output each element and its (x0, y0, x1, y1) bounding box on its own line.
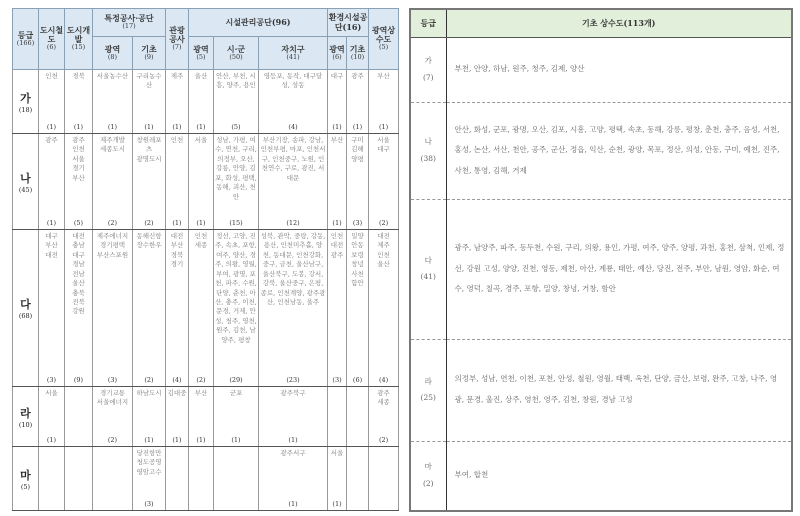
cell-count: (12) (286, 219, 300, 227)
header-water: 광역상수도 (5) (369, 9, 399, 70)
table-cell (93, 70, 133, 134)
cell-entities: 광주 (351, 72, 364, 80)
grade-label: 다 (20, 298, 31, 311)
header-special-basic: 기초 (9) (133, 37, 166, 70)
cell-count: (1) (46, 436, 57, 444)
header-grade: 등급 (410, 9, 446, 37)
table-cell (347, 134, 369, 230)
table-row (410, 441, 792, 511)
cell-count: (4) (378, 376, 389, 384)
table-row (13, 70, 399, 134)
cell-entities: 구리농수산 (136, 72, 162, 90)
table-cell (259, 70, 328, 134)
table-cell (166, 447, 189, 511)
cell-count: (9) (73, 376, 84, 384)
table-cell (214, 447, 259, 511)
table-cell (259, 447, 328, 511)
header-urban-dev: 도시개발 (15) (65, 9, 93, 70)
cell-count: (5) (73, 219, 84, 227)
table-cell (259, 134, 328, 230)
table-cell (133, 230, 166, 387)
grade-count: (5) (20, 482, 31, 491)
table-cell (347, 387, 369, 447)
table-cell (259, 387, 328, 447)
cell-count: (4) (172, 376, 182, 384)
table-cell (259, 230, 328, 387)
table-cell (369, 70, 399, 134)
table-cell (214, 230, 259, 387)
cell-count: (5) (231, 123, 241, 131)
table-cell (133, 134, 166, 230)
table-cell (133, 387, 166, 447)
table-cell (189, 447, 214, 511)
cell-entities: 부산 (194, 389, 208, 397)
table-cell (347, 70, 369, 134)
grade-label: 가 (424, 56, 432, 65)
cell-entities: 대전 충남 대구 경남 전남 울산 충북 전북 강원 (72, 232, 85, 316)
cell-entities: 인천 (45, 72, 58, 80)
cell-count: (1) (288, 500, 298, 508)
cell-count: (1) (46, 123, 57, 131)
table-cell (166, 70, 189, 134)
cell-count: (23) (286, 376, 300, 384)
grade-cell (13, 70, 39, 134)
table-cell (39, 387, 65, 447)
grade-label: 가 (20, 91, 31, 105)
grade-label: 나 (20, 171, 31, 185)
table-cell (369, 447, 399, 511)
cell-count: (1) (46, 219, 57, 227)
header-special-metro: 광역 (8) (93, 37, 133, 70)
cell-entities: 인천 (170, 136, 184, 144)
cell-entities: 부산기장, 송파, 강남, 인천부평, 마포, 인천서구, 인천중구, 노원, 인천연수, 구로, 광진, 서대문 (260, 136, 326, 182)
cell-count: (6) (352, 376, 363, 384)
grade-count: (2) (422, 478, 434, 488)
water-supply-list: 안산, 화성, 군포, 광명, 오산, 김포, 시흥, 고양, 평택, 속초, 동해, 강릉, 평창, 춘천, 충주, 음성, 서천, 홍성, 논산, 서산, 천안, 공주, 군산, 정읍, 익산, 순천, 광양, 목포, 정산, 의성, 안동, 구미, 예천, 진주, 사천, 통영, 김해, 거제 (446, 102, 792, 199)
grade-count: (38) (420, 153, 436, 163)
cell-count: (1) (352, 123, 363, 131)
cell-entities: 영등포, 동작, 대구달성, 성동 (263, 72, 323, 90)
table-cell (347, 230, 369, 387)
table-cell (39, 70, 65, 134)
table-row (410, 102, 792, 199)
cell-count: (1) (172, 219, 182, 227)
cell-count: (15) (229, 219, 243, 227)
cell-count: (1) (144, 436, 154, 444)
cell-count: (2) (378, 219, 389, 227)
basic-water-supply-table (409, 8, 793, 512)
cell-count: (1) (231, 436, 241, 444)
table-cell (65, 70, 93, 134)
cell-entities: 제주에너지 경기평택 부산스포원 (96, 232, 129, 259)
cell-entities: 성북, 관악, 중랑, 강동, 용산, 인천미추홀, 양천, 동대문, 인천강화, 중구, 금천, 울산남구, 울산북구, 도봉, 강서, 강북, 울산중구, 은평, 종로, 인천계양, 광주광산, 인천남동, 울주 (260, 232, 326, 306)
cell-count: (1) (196, 219, 206, 227)
header-facility-metro: 광역 (5) (189, 37, 214, 70)
table-cell (189, 387, 214, 447)
grade-count: (18) (18, 105, 33, 114)
cell-entities: 경기교통 서울에너지 (96, 389, 129, 407)
table-row (410, 339, 792, 441)
cell-entities: 광주북구 (280, 389, 306, 397)
table-cell (65, 387, 93, 447)
grade-count: (7) (422, 72, 434, 82)
grade-label: 마 (424, 462, 432, 472)
cell-entities: 성남, 가평, 여수, 연천, 구리, 의정부, 오산, 강릉, 안양, 김포, 화성, 평택, 동해, 괴산, 천안 (215, 136, 257, 201)
grade-label: 라 (20, 406, 31, 420)
header-env: 환경시설공단(16) (328, 9, 369, 37)
table-row (13, 230, 399, 387)
grade-label: 다 (424, 255, 432, 265)
header-env-basic: 기초 (10) (347, 37, 369, 70)
table-row (13, 447, 399, 511)
table-cell (65, 447, 93, 511)
cell-count: (3) (332, 376, 342, 384)
cell-entities: 인천 대전 광주 (330, 232, 344, 259)
cell-count: (1) (196, 123, 206, 131)
water-supply-list: 의정부, 성남, 연천, 이천, 포천, 안성, 철원, 영월, 태백, 옥천, 단양, 금산, 보령, 완주, 고창, 나주, 영광, 문경, 울진, 상주, 영천, 영주, 김천, 창원, 경남 고성 (446, 339, 792, 441)
table-cell (214, 134, 259, 230)
cell-count: (1) (332, 123, 342, 131)
grade-cell (410, 37, 446, 102)
cell-entities: 대전 제주 인천 울산 (377, 232, 390, 269)
cell-count: (1) (332, 500, 342, 508)
cell-entities: 광주 세종 (377, 389, 390, 407)
table-cell (328, 387, 347, 447)
header-tourism: 관광공사 (7) (166, 9, 189, 70)
cell-count: (1) (144, 123, 154, 131)
table-cell (65, 230, 93, 387)
cell-entities: 광주 (45, 136, 58, 144)
table-cell (369, 134, 399, 230)
grade-label: 마 (20, 468, 31, 482)
cell-count: (2) (144, 219, 154, 227)
cell-entities: 구미 김해 양평 (351, 136, 364, 163)
cell-entities: 서울 대구 (377, 136, 390, 154)
grade-cell (13, 134, 39, 230)
cell-entities: 경북 (72, 72, 85, 80)
cell-entities: 인천 세종 (194, 232, 208, 250)
header-title: 기초 상수도(113개) (446, 9, 792, 37)
grade-cell (410, 339, 446, 441)
grade-by-type-table (12, 8, 399, 511)
cell-count: (2) (107, 436, 118, 444)
table-cell (166, 230, 189, 387)
table-cell (328, 230, 347, 387)
grade-cell (410, 199, 446, 339)
cell-entities: 군포 (229, 389, 243, 397)
cell-count: (3) (352, 219, 363, 227)
header-facility: 시설관리공단(96) (189, 9, 328, 37)
table-row (13, 387, 399, 447)
cell-count: (3) (46, 376, 57, 384)
table-cell (189, 70, 214, 134)
table-cell (65, 134, 93, 230)
cell-entities: 부산 (377, 72, 390, 80)
table-cell (328, 70, 347, 134)
table-cell (166, 387, 189, 447)
grade-count: (25) (420, 393, 436, 402)
cell-count: (1) (196, 436, 206, 444)
table-row (410, 37, 792, 102)
cell-entities: 대구 부산 대전 (45, 232, 58, 259)
cell-entities: 동해신항 장수한우 (136, 232, 162, 250)
grade-count: (68) (18, 312, 33, 320)
table-cell (214, 387, 259, 447)
cell-entities: 하남도시 (136, 389, 162, 397)
table-cell (93, 230, 133, 387)
cell-count: (2) (196, 376, 206, 384)
grade-cell (13, 447, 39, 511)
cell-entities: 서울 (194, 136, 208, 144)
table-cell (214, 70, 259, 134)
table-cell (166, 134, 189, 230)
cell-count: (2) (107, 219, 118, 227)
cell-count: (1) (107, 123, 118, 131)
cell-entities: 울산 (194, 72, 208, 80)
table-cell (369, 230, 399, 387)
cell-count: (1) (73, 123, 84, 131)
cell-entities: 광주서구 (280, 449, 306, 457)
header-facility-sigun: 시·군 (50) (214, 37, 259, 70)
header-facility-district: 자치구 (41) (259, 37, 328, 70)
cell-entities: 광주 인천 서울 경기 부산 (72, 136, 85, 182)
grade-cell (13, 387, 39, 447)
cell-count: (1) (332, 219, 342, 227)
table-cell (189, 134, 214, 230)
table-cell (328, 134, 347, 230)
table-cell (133, 447, 166, 511)
grade-cell (13, 230, 39, 387)
water-supply-list: 광주, 남양주, 파주, 동두천, 수원, 구리, 의왕, 용인, 가평, 여주, 양주, 양평, 과천, 홍천, 삼척, 인제, 정선, 강원 고성, 양양, 진천, 영동, 제천, 아산, 계룡, 태안, 예산, 당진, 전주, 부안, 남원, 영암, 화순, 여수, 영덕, 칠곡, 경주, 포항, 밀양, 창녕, 거창, 함안 (446, 199, 792, 339)
table-cell (39, 230, 65, 387)
cell-count: (1) (172, 123, 182, 131)
table-row (13, 134, 399, 230)
cell-count: (29) (229, 376, 243, 384)
table-cell (328, 447, 347, 511)
water-supply-list: 부여, 합천 (454, 470, 489, 480)
cell-entities: 부산 (330, 136, 344, 144)
grade-count: (41) (420, 272, 436, 281)
table-cell (369, 387, 399, 447)
cell-entities: 대구 (330, 72, 344, 80)
cell-entities: 창원레포츠 광명도시 (136, 136, 162, 163)
cell-entities: 안산, 부천, 시흥, 양주, 용인 (216, 72, 256, 90)
header-special: 특정공사·공단 (17) (93, 9, 166, 37)
cell-entities: 서울 (45, 389, 58, 397)
header-grade: 등급 (166) (13, 9, 39, 70)
grade-count: (45) (18, 185, 33, 194)
cell-count: (3) (107, 376, 118, 384)
cell-entities: 김대중 (167, 389, 187, 397)
cell-count: (4) (288, 123, 298, 131)
table-cell (93, 447, 133, 511)
table-cell (347, 447, 369, 511)
cell-entities: 서울 (330, 449, 344, 457)
cell-entities: 대전 부산 경북 경기 (170, 232, 184, 269)
cell-entities: 당진항만 청도공영 영암고수 (136, 449, 162, 476)
cell-count: (2) (378, 436, 389, 444)
grade-label: 라 (424, 376, 432, 386)
cell-entities: 서울농수산 (96, 72, 129, 80)
grade-count: (10) (18, 420, 33, 429)
cell-count: (1) (288, 436, 298, 444)
cell-entities: 정선, 고양, 진주, 속초, 포항, 여주, 양산, 경주, 의왕, 영월, 부여, 광명, 포천, 파주, 수원, 단양, 춘천, 아산, 충주, 이천, 문경, 거제, 안성, 청주, 영천, 원주, 김천, 남양주, 평창 (215, 232, 257, 344)
header-env-metro: 광역 (6) (328, 37, 347, 70)
grade-label: 나 (424, 137, 432, 146)
grade-cell (410, 441, 446, 511)
cell-count: (1) (378, 123, 389, 131)
cell-entities: 제주개발 세종도시 (99, 136, 126, 154)
cell-entities: 밀양 안동 보령 창녕 사천 함안 (351, 232, 364, 288)
table-cell (93, 387, 133, 447)
cell-count: (3) (144, 500, 154, 508)
cell-count: (1) (172, 436, 182, 444)
water-supply-list: 부천, 안양, 하남, 원주, 청주, 김제, 양산 (446, 37, 792, 102)
table-cell (133, 70, 166, 134)
table-cell (189, 230, 214, 387)
cell-entities: 제주 (170, 72, 184, 80)
header-metro-rail: 도시철도 (6) (39, 9, 65, 70)
table-cell (93, 134, 133, 230)
cell-count: (2) (144, 376, 154, 384)
table-cell (39, 134, 65, 230)
table-row (410, 199, 792, 339)
grade-cell (410, 102, 446, 199)
table-cell (39, 447, 65, 511)
